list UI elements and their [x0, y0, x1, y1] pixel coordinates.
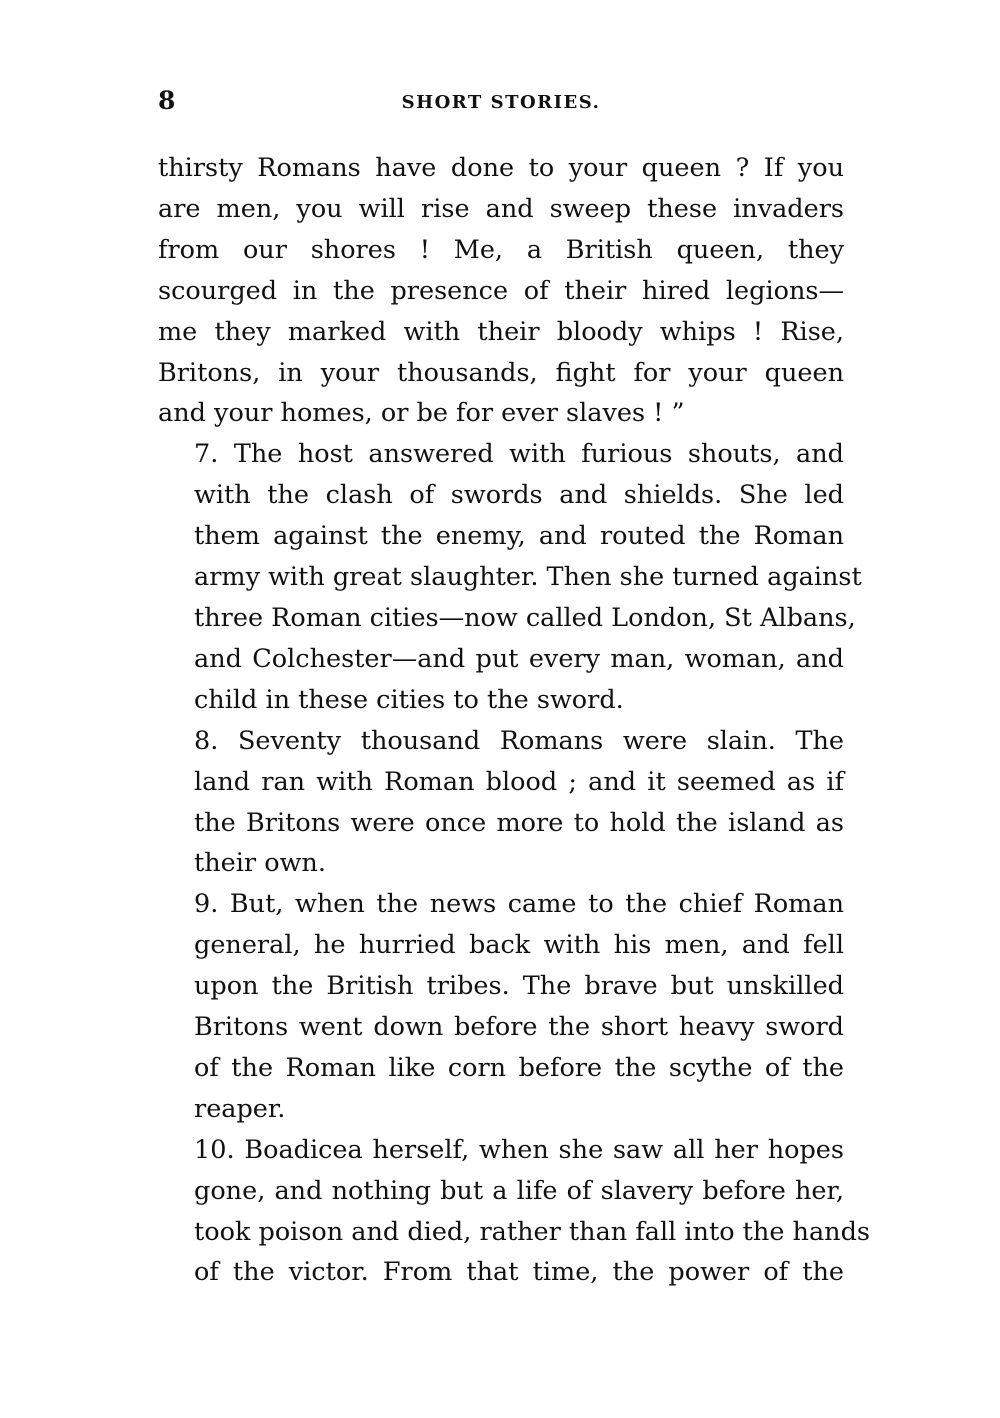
text-line: 8. Seventy thousand Romans were slain. The: [194, 725, 844, 756]
text-line: reaper.: [194, 1093, 286, 1124]
text-line: Britons went down before the short heavy sword: [194, 1012, 844, 1043]
text-line: 9. But, when the news came to the chief Roman: [194, 889, 844, 920]
text-line: took poison and died, rather than fall into the hands: [194, 1216, 870, 1247]
paragraph-8: [158, 721, 844, 885]
text-line: their own.: [194, 848, 326, 879]
body-text: [158, 148, 870, 1293]
paragraph-9: [158, 884, 844, 1129]
text-line: of the victor. From that time, the power of the: [194, 1257, 844, 1288]
paragraph-speech-continuation: [158, 148, 844, 434]
text-line: scourged in the presence of their hired legions—: [158, 275, 844, 306]
text-line: 10. Boadicea herself, when she saw all her hopes: [194, 1134, 844, 1165]
paragraph-10: [158, 1130, 870, 1294]
text-line: three Roman cities—now called London, St Albans,: [194, 602, 856, 633]
text-line: land ran with Roman blood ; and it seemed as if: [194, 766, 844, 797]
text-line: and your homes, or be for ever slaves ! ”: [158, 398, 685, 429]
text-line: upon the British tribes. The brave but unskilled: [194, 971, 844, 1002]
text-line: Britons, in your thousands, fight for your queen: [158, 357, 844, 388]
text-line: general, he hurried back with his men, and fell: [194, 930, 844, 961]
text-line: and Colchester—and put every man, woman, and: [194, 643, 844, 674]
text-line: army with great slaughter. Then she turned against: [194, 562, 862, 593]
text-line: are men, you will rise and sweep these invaders: [158, 193, 844, 224]
text-line: me they marked with their bloody whips ! Rise,: [158, 316, 844, 347]
text-line: of the Roman like corn before the scythe of the: [194, 1052, 844, 1083]
text-line: them against the enemy, and routed the Roman: [194, 521, 844, 552]
text-line: gone, and nothing but a life of slavery before her,: [194, 1175, 844, 1206]
page-header: [158, 86, 844, 120]
text-line: from our shores ! Me, a British queen, they: [158, 234, 844, 265]
text-line: with the clash of swords and shields. She led: [194, 480, 844, 511]
running-head: SHORT STORIES.: [401, 92, 601, 113]
text-line: thirsty Romans have done to your queen ? If you: [158, 153, 844, 183]
text-line: child in these cities to the sword.: [194, 684, 624, 715]
text-line: 7. The host answered with furious shouts, and: [194, 439, 844, 470]
page-number: 8: [158, 86, 176, 115]
paragraph-7: [158, 434, 862, 720]
text-line: the Britons were once more to hold the island as: [194, 807, 844, 838]
